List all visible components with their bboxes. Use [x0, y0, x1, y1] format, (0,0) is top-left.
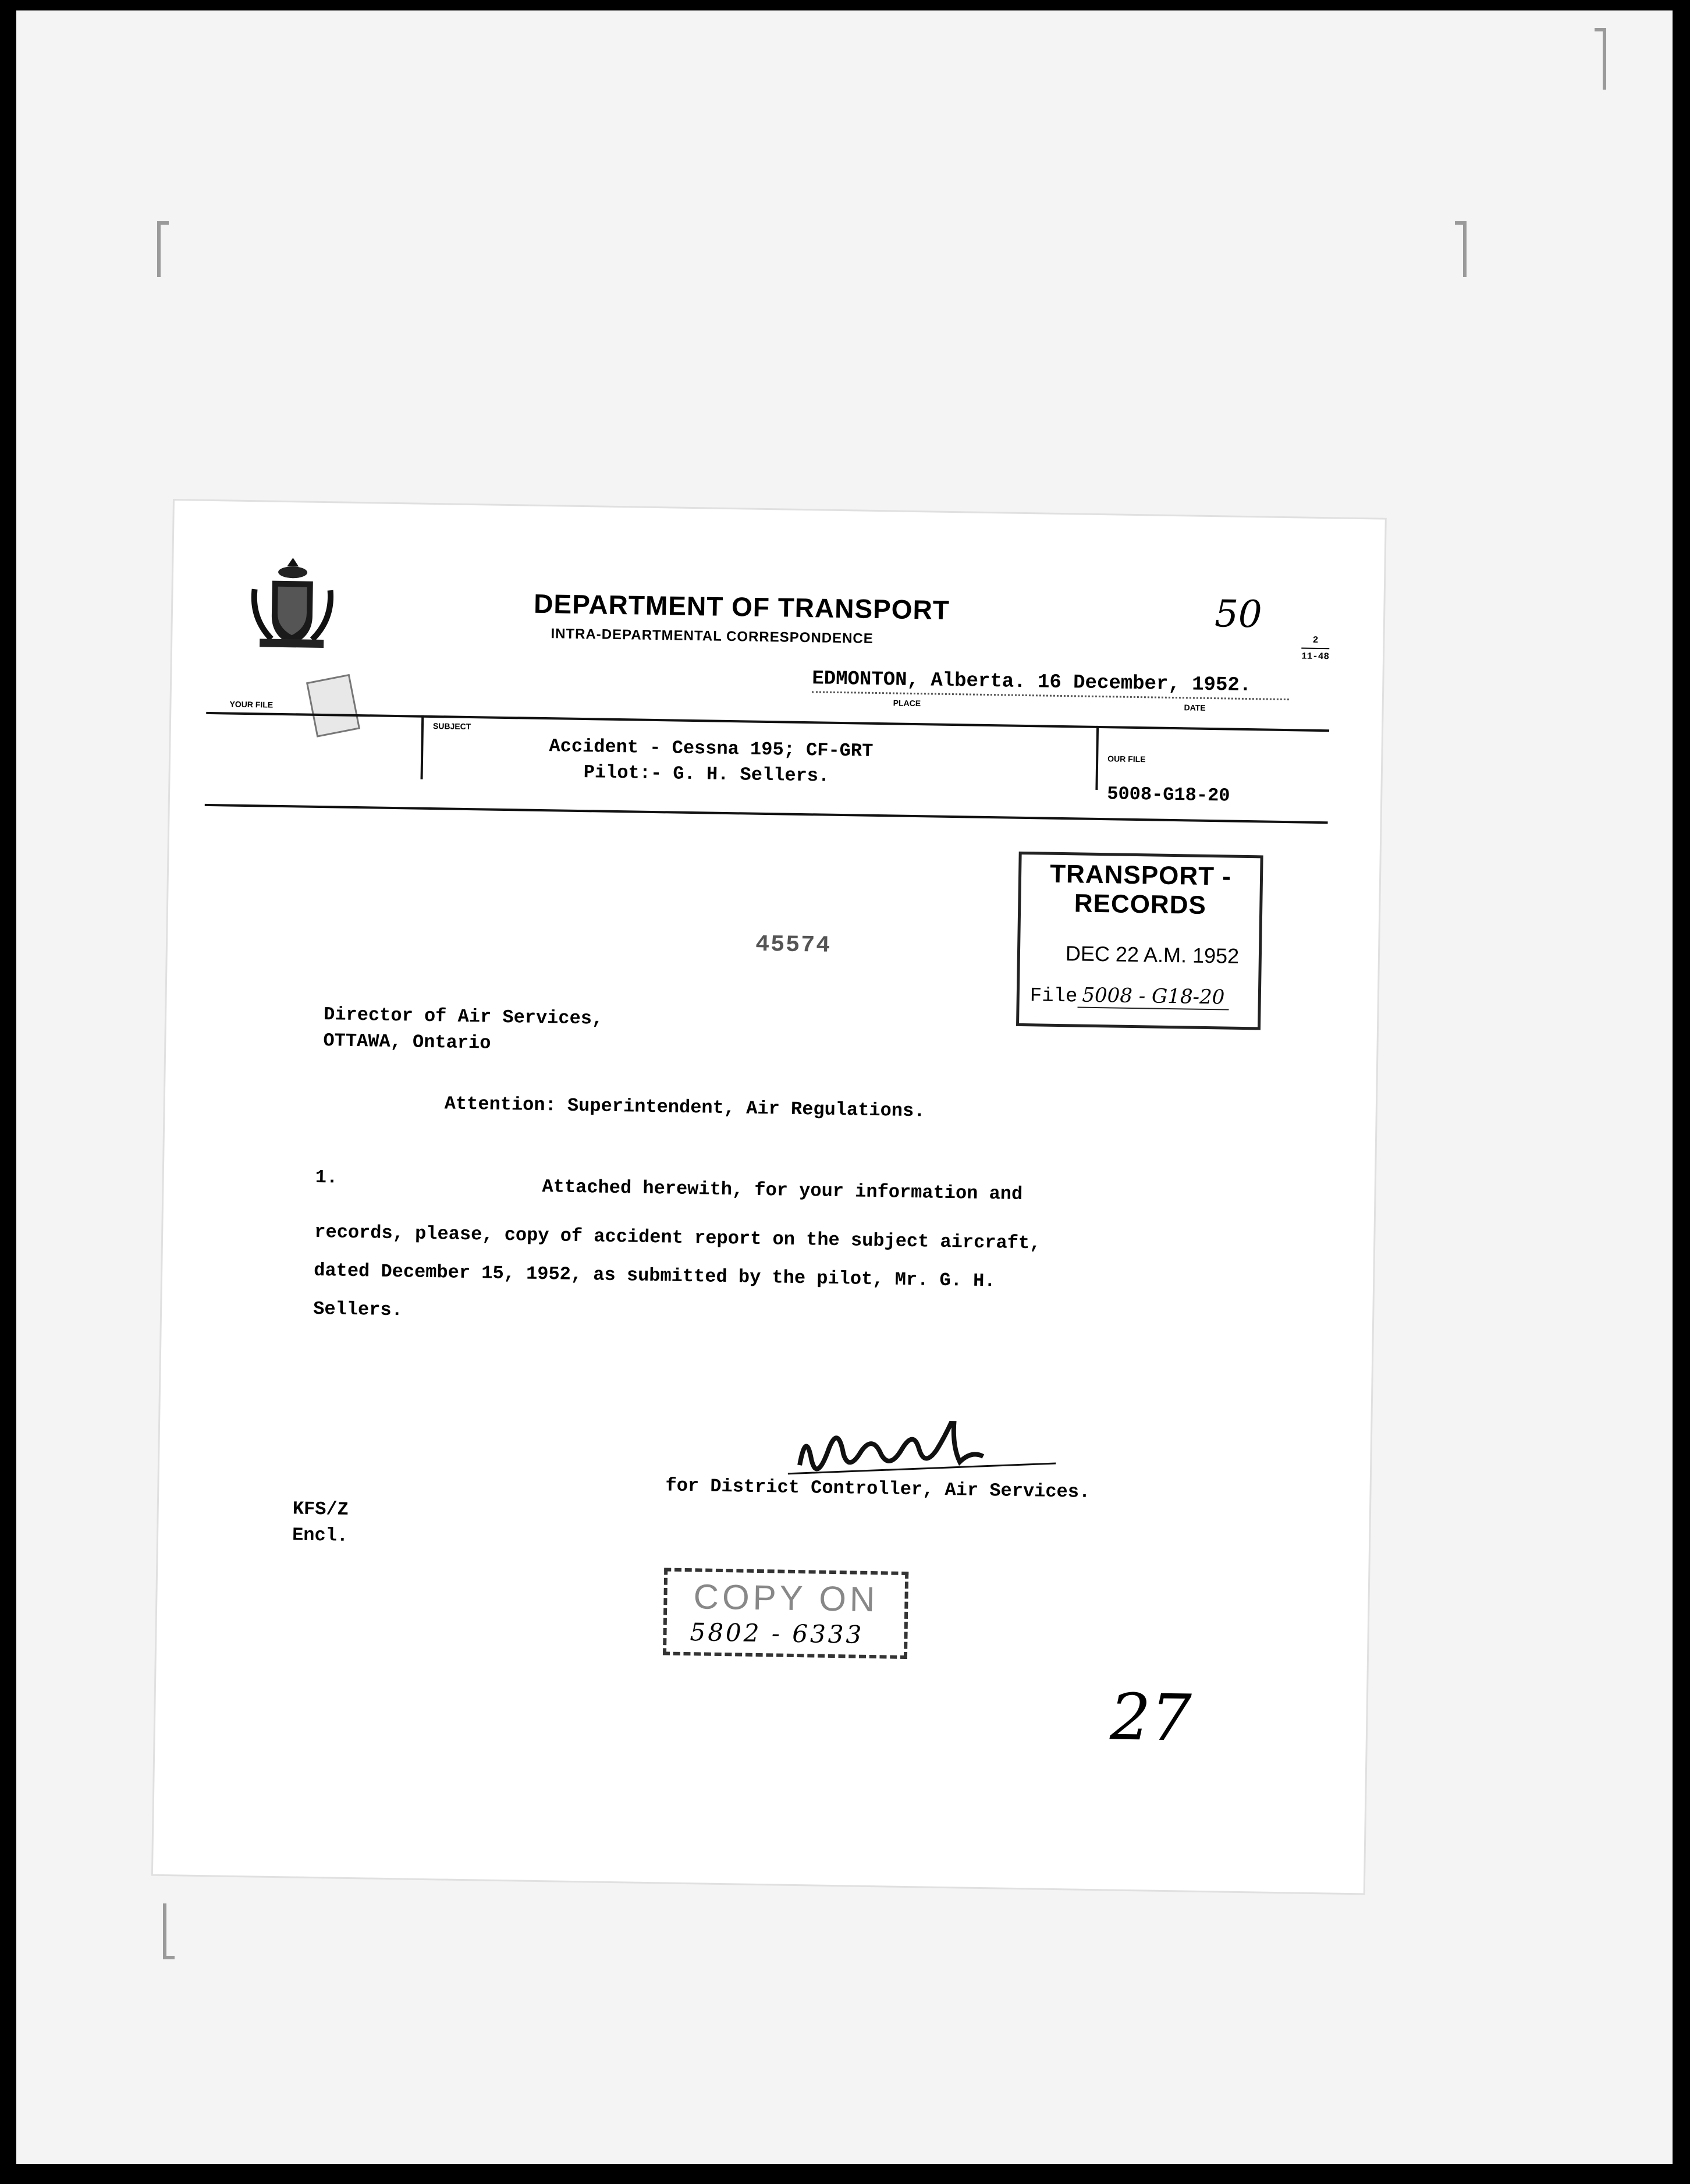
attention-line: [444, 1093, 925, 1122]
place-caption: PLACE: [893, 698, 921, 708]
place-date-line: EDMONTON, Alberta. 16 December, 1952.: [812, 668, 1290, 700]
addressee-line-1: Director of Air Services,: [323, 1004, 603, 1030]
paragraph-line-3: dated December 15, 1952, as submitted by the pilot, Mr. G. H.: [313, 1259, 996, 1292]
stamp-file-number: 5008 - G18-20: [1077, 983, 1229, 1010]
department-title: DEPARTMENT OF TRANSPORT: [533, 588, 950, 625]
crop-mark: [157, 221, 169, 277]
paragraph-line-1: Attached herewith, for your information and: [542, 1176, 1023, 1206]
paper-clip: [306, 674, 360, 738]
form-code: [1301, 634, 1330, 662]
form-rule-bottom: [205, 804, 1328, 824]
your-file-label: YOUR FILE: [229, 699, 274, 710]
attention-label: Attention:: [444, 1093, 557, 1116]
our-file-number: 5008-G18-20: [1106, 783, 1230, 807]
reference-initials: KFS/Z: [292, 1498, 349, 1520]
attention-value: Superintendent, Air Regulations.: [567, 1094, 925, 1122]
stamp-file: [1030, 983, 1254, 1011]
paragraph-line-2: records, please, copy of accident report on the subject aircraft,: [314, 1221, 1041, 1254]
crop-mark: [163, 1903, 175, 1959]
copy-on-number: 5802 - 6333: [690, 1618, 864, 1649]
subject-line-1: Accident - Cessna 195; CF-GRT: [549, 735, 874, 762]
copy-on-stamp: [663, 1568, 908, 1659]
document-number: 45574: [755, 931, 832, 959]
form-rule-top: [206, 712, 1329, 732]
stamp-date: DEC 22 A.M. 1952: [1065, 941, 1240, 968]
form-divider: [1095, 726, 1099, 790]
subject-text: [548, 733, 873, 790]
memo-sheet: [153, 501, 1385, 1893]
handwritten-page-number: 50: [1214, 593, 1263, 637]
copy-on-title: COPY ON: [693, 1577, 879, 1619]
crop-mark: [1595, 28, 1606, 90]
paragraph-line-4: Sellers.: [313, 1297, 403, 1321]
handwritten-number: 27: [1109, 1679, 1192, 1756]
addressee-line-2: OTTAWA, Ontario: [323, 1030, 491, 1054]
stamp-title: TRANSPORT - RECORDS: [1049, 859, 1232, 920]
form-date: 11-48: [1301, 651, 1330, 662]
transport-records-stamp: [1016, 852, 1263, 1030]
enclosure-note: Encl.: [292, 1524, 349, 1547]
paragraph-body: [313, 1213, 1130, 1341]
date-caption: DATE: [1184, 703, 1206, 712]
paragraph-number: 1.: [315, 1166, 338, 1189]
correspondence-subtitle: INTRA-DEPARTMENTAL CORRESPONDENCE: [551, 626, 874, 647]
coat-of-arms-icon: [248, 554, 337, 654]
stamp-file-label: File: [1029, 985, 1078, 1008]
our-file-label: OUR FILE: [1107, 754, 1146, 764]
subject-line-2: Pilot:- G. H. Sellers.: [583, 761, 830, 787]
form-divider: [421, 715, 424, 779]
form-number: 2: [1312, 634, 1319, 646]
crop-mark: [1455, 221, 1467, 277]
signature-line: for District Controller, Air Services.: [665, 1474, 1091, 1503]
subject-label: SUBJECT: [432, 721, 471, 732]
